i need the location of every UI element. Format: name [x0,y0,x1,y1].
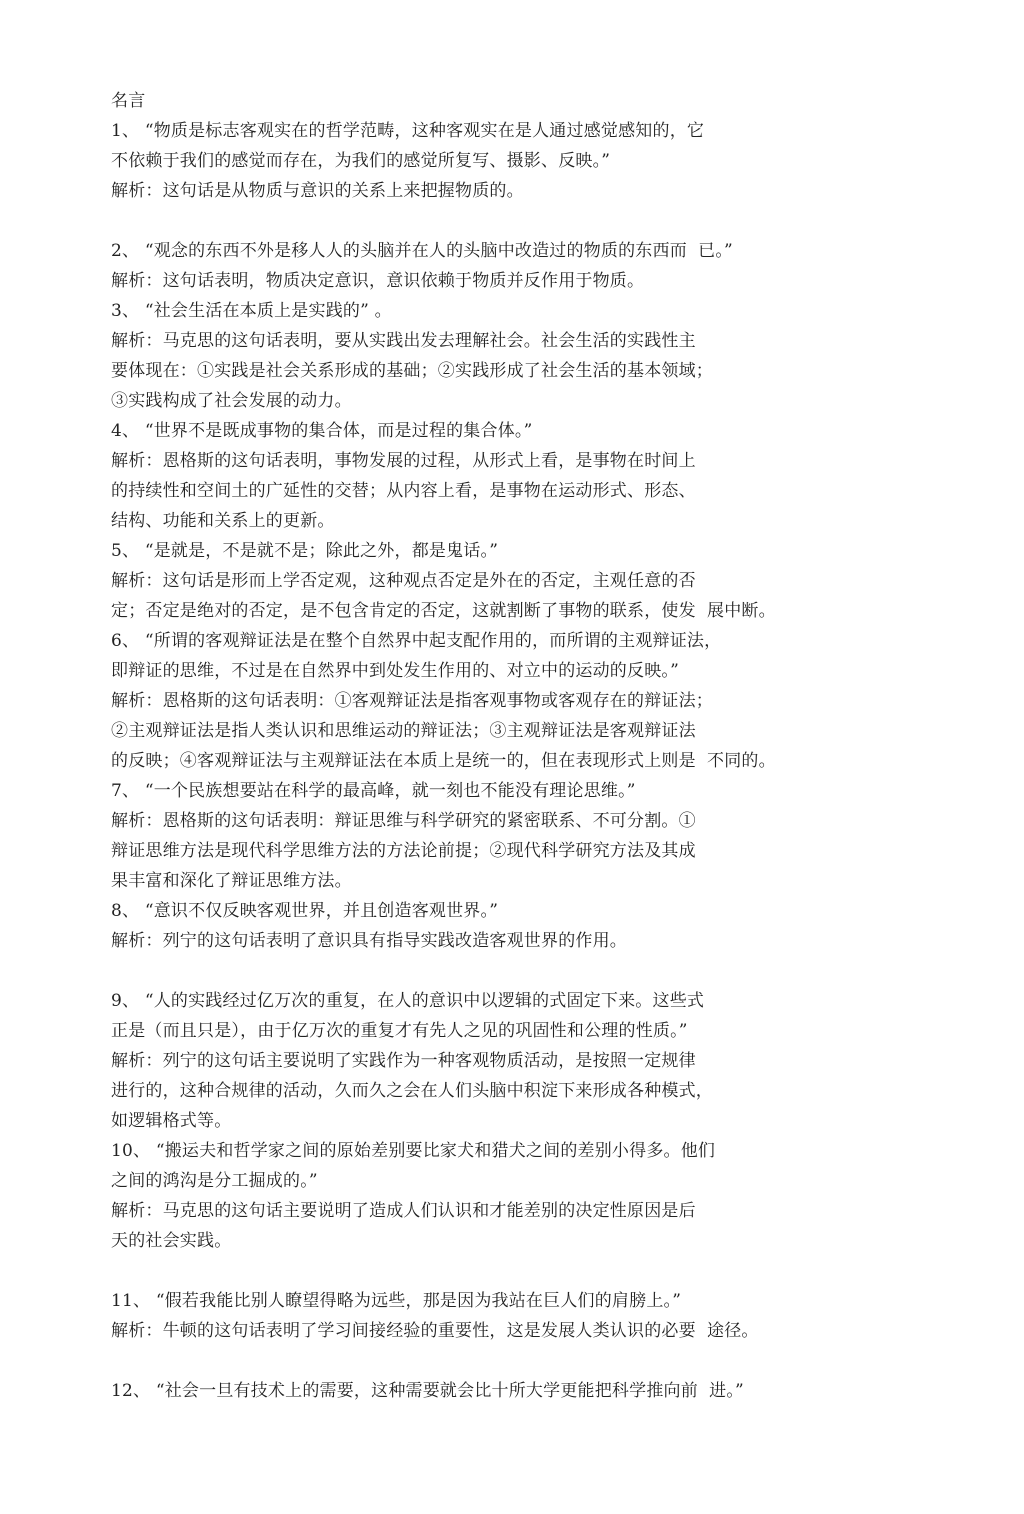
text-line: 8、 “意识不仅反映客观世界，并且创造客观世界。” [111,901,499,921]
text-line: 要体现在：①实践是社会关系形成的基础；②实践形成了社会生活的基本领域； [111,361,713,381]
blank-line [111,206,911,236]
text-line: 之间的鸿沟是分工掘成的。” [111,1171,318,1191]
text-line: 解析：恩格斯的这句话表明：①客观辩证法是指客观事物或客观存在的辩证法； [111,691,713,711]
text-line: 解析：牛顿的这句话表明了学习间接经验的重要性，这是发展人类认识的必要 途径。 [111,1321,759,1341]
text-line: 5、 “是就是，不是就不是；除此之外，都是鬼话。” [111,541,499,561]
text-line: ②主观辩证法是指人类认识和思维运动的辩证法；③主观辩证法是客观辩证法 [111,721,696,741]
text-line: 1、 “物质是标志客观实在的哲学范畴，这种客观实在是人通过感觉感知的，它 [111,121,705,141]
text-line: 果丰富和深化了辩证思维方法。 [111,871,352,891]
text-line: 定；否定是绝对的否定，是不包含肯定的否定，这就割断了事物的联系，使发 展中断。 [111,601,776,621]
text-line: 10、 “搬运夫和哲学家之间的原始差别要比家犬和猎犬之间的差别小得多。他们 [111,1141,716,1161]
text-line: 即辩证的思维，不过是在自然界中到处发生作用的、对立中的运动的反映。” [111,661,679,681]
text-line: 2、 “观念的东西不外是移人人的头脑并在人的头脑中改造过的物质的东西而 已。” [111,241,733,261]
text-line: 的反映；④客观辩证法与主观辩证法在本质上是统一的，但在表现形式上则是 不同的。 [111,751,776,771]
text-line: 解析：这句话是从物质与意识的关系上来把握物质的。 [111,181,524,201]
text-line: 12、 “社会一旦有技术上的需要，这种需要就会比十所大学更能把科学推向前 进。” [111,1381,744,1401]
text-line: 天的社会实践。 [111,1231,232,1251]
text-line: 解析：马克思的这句话表明，要从实践出发去理解社会。社会生活的实践性主 [111,331,696,351]
text-line: 4、 “世界不是既成事物的集合体，而是过程的集合体。” [111,421,533,441]
text-line: 的持续性和空间土的广延性的交替；从内容上看，是事物在运动形式、形态、 [111,481,696,501]
text-line: 解析：马克思的这句话主要说明了造成人们认识和才能差别的决定性原因是后 [111,1201,696,1221]
text-line: ③实践构成了社会发展的动力。 [111,391,352,411]
text-line: 进行的，这种合规律的活动，久而久之会在人们头脑中积淀下来形成各种模式， [111,1081,713,1101]
text-line: 解析：恩格斯的这句话表明：辩证思维与科学研究的紧密联系、不可分割。① [111,811,696,831]
text-line: 3、 “社会生活在本质上是实践的” 。 [111,301,392,321]
document-body [111,86,911,1406]
blank-line [111,1256,911,1286]
text-line: 辩证思维方法是现代科学思维方法的方法论前提；②现代科学研究方法及其成 [111,841,696,861]
text-line: 结构、功能和关系上的更新。 [111,511,335,531]
text-line: 正是（而且只是），由于亿万次的重复才有先人之见的巩固性和公理的性质。” [111,1021,688,1041]
text-line: 解析：这句话是形而上学否定观，这种观点否定是外在的否定，主观任意的否 [111,571,696,591]
doc-title: 名言 [111,91,146,111]
text-line: 如逻辑格式等。 [111,1111,232,1131]
blank-line [111,956,911,986]
text-line: 解析：恩格斯的这句话表明，事物发展的过程，从形式上看，是事物在时间上 [111,451,696,471]
text-line: 不依赖于我们的感觉而存在，为我们的感觉所复写、摄影、反映。” [111,151,611,171]
text-line: 7、 “一个民族想要站在科学的最高峰，就一刻也不能没有理论思维。” [111,781,636,801]
text-line: 解析：列宁的这句话表明了意识具有指导实践改造客观世界的作用。 [111,931,627,951]
text-line: 6、 “所谓的客观辩证法是在整个自然界中起支配作用的，而所谓的主观辩证法， [111,631,722,651]
text-line: 解析：这句话表明，物质决定意识，意识依赖于物质并反作用于物质。 [111,271,645,291]
text-line: 解析：列宁的这句话主要说明了实践作为一种客观物质活动，是按照一定规律 [111,1051,696,1071]
text-line: 9、 “人的实践经过亿万次的重复，在人的意识中以逻辑的式固定下来。这些式 [111,991,705,1011]
text-line: 11、 “假若我能比别人瞭望得略为远些，那是因为我站在巨人们的肩膀上。” [111,1291,682,1311]
blank-line [111,1346,911,1376]
